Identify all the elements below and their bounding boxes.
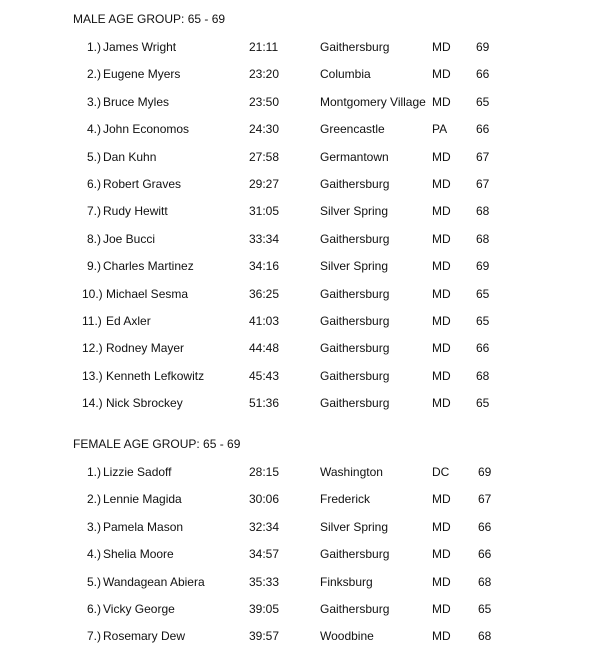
place-cell: 4.) bbox=[87, 547, 102, 562]
time-cell: 39:05 bbox=[249, 602, 280, 616]
name-cell: John Economos bbox=[103, 122, 190, 137]
place-cell: 1.) bbox=[87, 465, 102, 479]
result-row bbox=[0, 177, 606, 193]
time-cell: 51:36 bbox=[249, 396, 280, 411]
city-cell: Gaithersburg bbox=[320, 177, 390, 191]
state-cell: MD bbox=[432, 149, 451, 164]
place-cell: 1.) bbox=[87, 40, 102, 54]
name-cell: Michael Sesma bbox=[106, 286, 189, 301]
age-cell: 67 bbox=[476, 149, 490, 164]
place-cell: 2.) bbox=[87, 67, 102, 82]
result-row bbox=[0, 547, 606, 563]
age-cell: 68 bbox=[476, 204, 490, 219]
age-cell: 65 bbox=[478, 602, 492, 616]
age-cell: 65 bbox=[476, 94, 490, 109]
result-row bbox=[0, 40, 606, 56]
name-cell: Rodney Mayer bbox=[106, 341, 185, 356]
city-cell: Gaithersburg bbox=[320, 314, 390, 328]
city-cell: Greencastle bbox=[320, 122, 385, 137]
name-cell: Rudy Hewitt bbox=[103, 204, 168, 219]
time-cell: 23:20 bbox=[249, 67, 280, 82]
age-cell: 67 bbox=[478, 492, 492, 507]
time-cell: 31:05 bbox=[249, 204, 280, 219]
time-cell: 33:34 bbox=[249, 231, 280, 246]
time-cell: 32:34 bbox=[249, 519, 280, 534]
group-title: MALE AGE GROUP: 65 - 69 bbox=[73, 12, 226, 26]
age-cell: 68 bbox=[478, 629, 492, 644]
time-cell: 35:33 bbox=[249, 574, 280, 589]
result-row bbox=[0, 629, 606, 645]
city-cell: Gaithersburg bbox=[320, 602, 390, 616]
state-cell: MD bbox=[432, 314, 451, 328]
result-row bbox=[0, 150, 606, 166]
age-cell: 66 bbox=[478, 547, 492, 562]
time-cell: 44:48 bbox=[249, 341, 280, 356]
age-cell: 68 bbox=[478, 574, 492, 589]
time-cell: 41:03 bbox=[249, 314, 280, 328]
time-cell: 24:30 bbox=[249, 122, 280, 137]
name-cell: Charles Martinez bbox=[103, 259, 194, 274]
name-cell: Nick Sbrockey bbox=[106, 396, 183, 411]
place-cell: 8.) bbox=[87, 231, 102, 246]
place-cell: 12.) bbox=[82, 341, 103, 356]
age-cell: 66 bbox=[476, 67, 490, 82]
state-cell: PA bbox=[432, 122, 448, 137]
name-cell: Kenneth Lefkowitz bbox=[106, 368, 205, 383]
place-cell: 2.) bbox=[87, 492, 102, 507]
name-cell: Lizzie Sadoff bbox=[103, 465, 172, 479]
result-row bbox=[0, 602, 606, 618]
age-cell: 69 bbox=[478, 465, 492, 479]
city-cell: Germantown bbox=[320, 149, 389, 164]
state-cell: MD bbox=[432, 574, 451, 589]
place-cell: 6.) bbox=[87, 602, 102, 616]
city-cell: Gaithersburg bbox=[320, 341, 390, 356]
city-cell: Gaithersburg bbox=[320, 40, 390, 54]
city-cell: Finksburg bbox=[320, 574, 373, 589]
city-cell: Silver Spring bbox=[320, 204, 389, 219]
time-cell: 27:58 bbox=[249, 149, 280, 164]
city-cell: Montgomery Village bbox=[320, 94, 426, 109]
result-row bbox=[0, 341, 606, 357]
city-cell: Gaithersburg bbox=[320, 368, 390, 383]
result-row bbox=[0, 465, 606, 481]
result-row bbox=[0, 520, 606, 536]
state-cell: MD bbox=[432, 396, 451, 411]
place-cell: 11.) bbox=[82, 314, 102, 328]
age-cell: 67 bbox=[476, 177, 490, 191]
time-cell: 34:16 bbox=[249, 259, 280, 274]
state-cell: DC bbox=[432, 465, 450, 479]
name-cell: Eugene Myers bbox=[103, 67, 181, 82]
place-cell: 14.) bbox=[82, 396, 103, 411]
city-cell: Silver Spring bbox=[320, 519, 389, 534]
place-cell: 7.) bbox=[87, 204, 102, 219]
age-cell: 65 bbox=[476, 314, 490, 328]
state-cell: MD bbox=[432, 67, 451, 82]
city-cell: Silver Spring bbox=[320, 259, 389, 274]
place-cell: 10.) bbox=[82, 286, 103, 301]
city-cell: Gaithersburg bbox=[320, 286, 390, 301]
result-row bbox=[0, 575, 606, 591]
name-cell: Robert Graves bbox=[103, 177, 182, 191]
place-cell: 13.) bbox=[82, 368, 103, 383]
result-row bbox=[0, 492, 606, 508]
time-cell: 36:25 bbox=[249, 286, 280, 301]
city-cell: Gaithersburg bbox=[320, 547, 390, 562]
name-cell: Vicky George bbox=[103, 602, 175, 616]
city-cell: Woodbine bbox=[320, 629, 374, 644]
city-cell: Columbia bbox=[320, 67, 371, 82]
time-cell: 21:11 bbox=[249, 40, 279, 54]
result-row bbox=[0, 232, 606, 248]
state-cell: MD bbox=[432, 259, 451, 274]
time-cell: 30:06 bbox=[249, 492, 280, 507]
name-cell: Ed Axler bbox=[106, 314, 151, 328]
age-cell: 65 bbox=[476, 286, 490, 301]
time-cell: 34:57 bbox=[249, 547, 280, 562]
group-title: FEMALE AGE GROUP: 65 - 69 bbox=[73, 437, 241, 451]
result-row bbox=[0, 95, 606, 111]
place-cell: 5.) bbox=[87, 574, 102, 589]
name-cell: Rosemary Dew bbox=[103, 629, 186, 644]
age-cell: 68 bbox=[476, 231, 490, 246]
name-cell: Joe Bucci bbox=[103, 231, 156, 246]
state-cell: MD bbox=[432, 40, 451, 54]
place-cell: 9.) bbox=[87, 259, 102, 274]
state-cell: MD bbox=[432, 629, 451, 644]
place-cell: 3.) bbox=[87, 94, 102, 109]
age-cell: 69 bbox=[476, 259, 490, 274]
name-cell: Shelia Moore bbox=[103, 547, 174, 562]
place-cell: 4.) bbox=[87, 122, 102, 137]
result-row bbox=[0, 369, 606, 385]
state-cell: MD bbox=[432, 547, 451, 562]
state-cell: MD bbox=[432, 94, 451, 109]
name-cell: Dan Kuhn bbox=[103, 149, 157, 164]
age-cell: 66 bbox=[476, 122, 490, 137]
state-cell: MD bbox=[432, 204, 451, 219]
state-cell: MD bbox=[432, 286, 451, 301]
state-cell: MD bbox=[432, 519, 451, 534]
result-row bbox=[0, 396, 606, 412]
time-cell: 39:57 bbox=[249, 629, 280, 644]
age-cell: 69 bbox=[476, 40, 490, 54]
state-cell: MD bbox=[432, 177, 451, 191]
age-cell: 68 bbox=[476, 368, 490, 383]
city-cell: Gaithersburg bbox=[320, 231, 390, 246]
state-cell: MD bbox=[432, 341, 451, 356]
result-row bbox=[0, 204, 606, 220]
state-cell: MD bbox=[432, 368, 451, 383]
name-cell: Bruce Myles bbox=[103, 94, 170, 109]
time-cell: 23:50 bbox=[249, 94, 280, 109]
result-row bbox=[0, 122, 606, 138]
city-cell: Gaithersburg bbox=[320, 396, 390, 411]
name-cell: Pamela Mason bbox=[103, 519, 184, 534]
city-cell: Frederick bbox=[320, 492, 371, 507]
age-cell: 66 bbox=[478, 519, 492, 534]
place-cell: 6.) bbox=[87, 177, 102, 191]
state-cell: MD bbox=[432, 492, 451, 507]
name-cell: Wandagean Abiera bbox=[103, 574, 205, 589]
result-row bbox=[0, 287, 606, 303]
name-cell: James Wright bbox=[103, 40, 177, 54]
time-cell: 28:15 bbox=[249, 465, 280, 479]
place-cell: 7.) bbox=[87, 629, 102, 644]
age-cell: 66 bbox=[476, 341, 490, 356]
place-cell: 3.) bbox=[87, 519, 102, 534]
place-cell: 5.) bbox=[87, 149, 102, 164]
state-cell: MD bbox=[432, 231, 451, 246]
state-cell: MD bbox=[432, 602, 451, 616]
result-row bbox=[0, 67, 606, 83]
age-cell: 65 bbox=[476, 396, 490, 411]
time-cell: 29:27 bbox=[249, 177, 280, 191]
result-row bbox=[0, 259, 606, 275]
result-row bbox=[0, 314, 606, 330]
city-cell: Washington bbox=[320, 465, 383, 479]
time-cell: 45:43 bbox=[249, 368, 280, 383]
name-cell: Lennie Magida bbox=[103, 492, 182, 507]
